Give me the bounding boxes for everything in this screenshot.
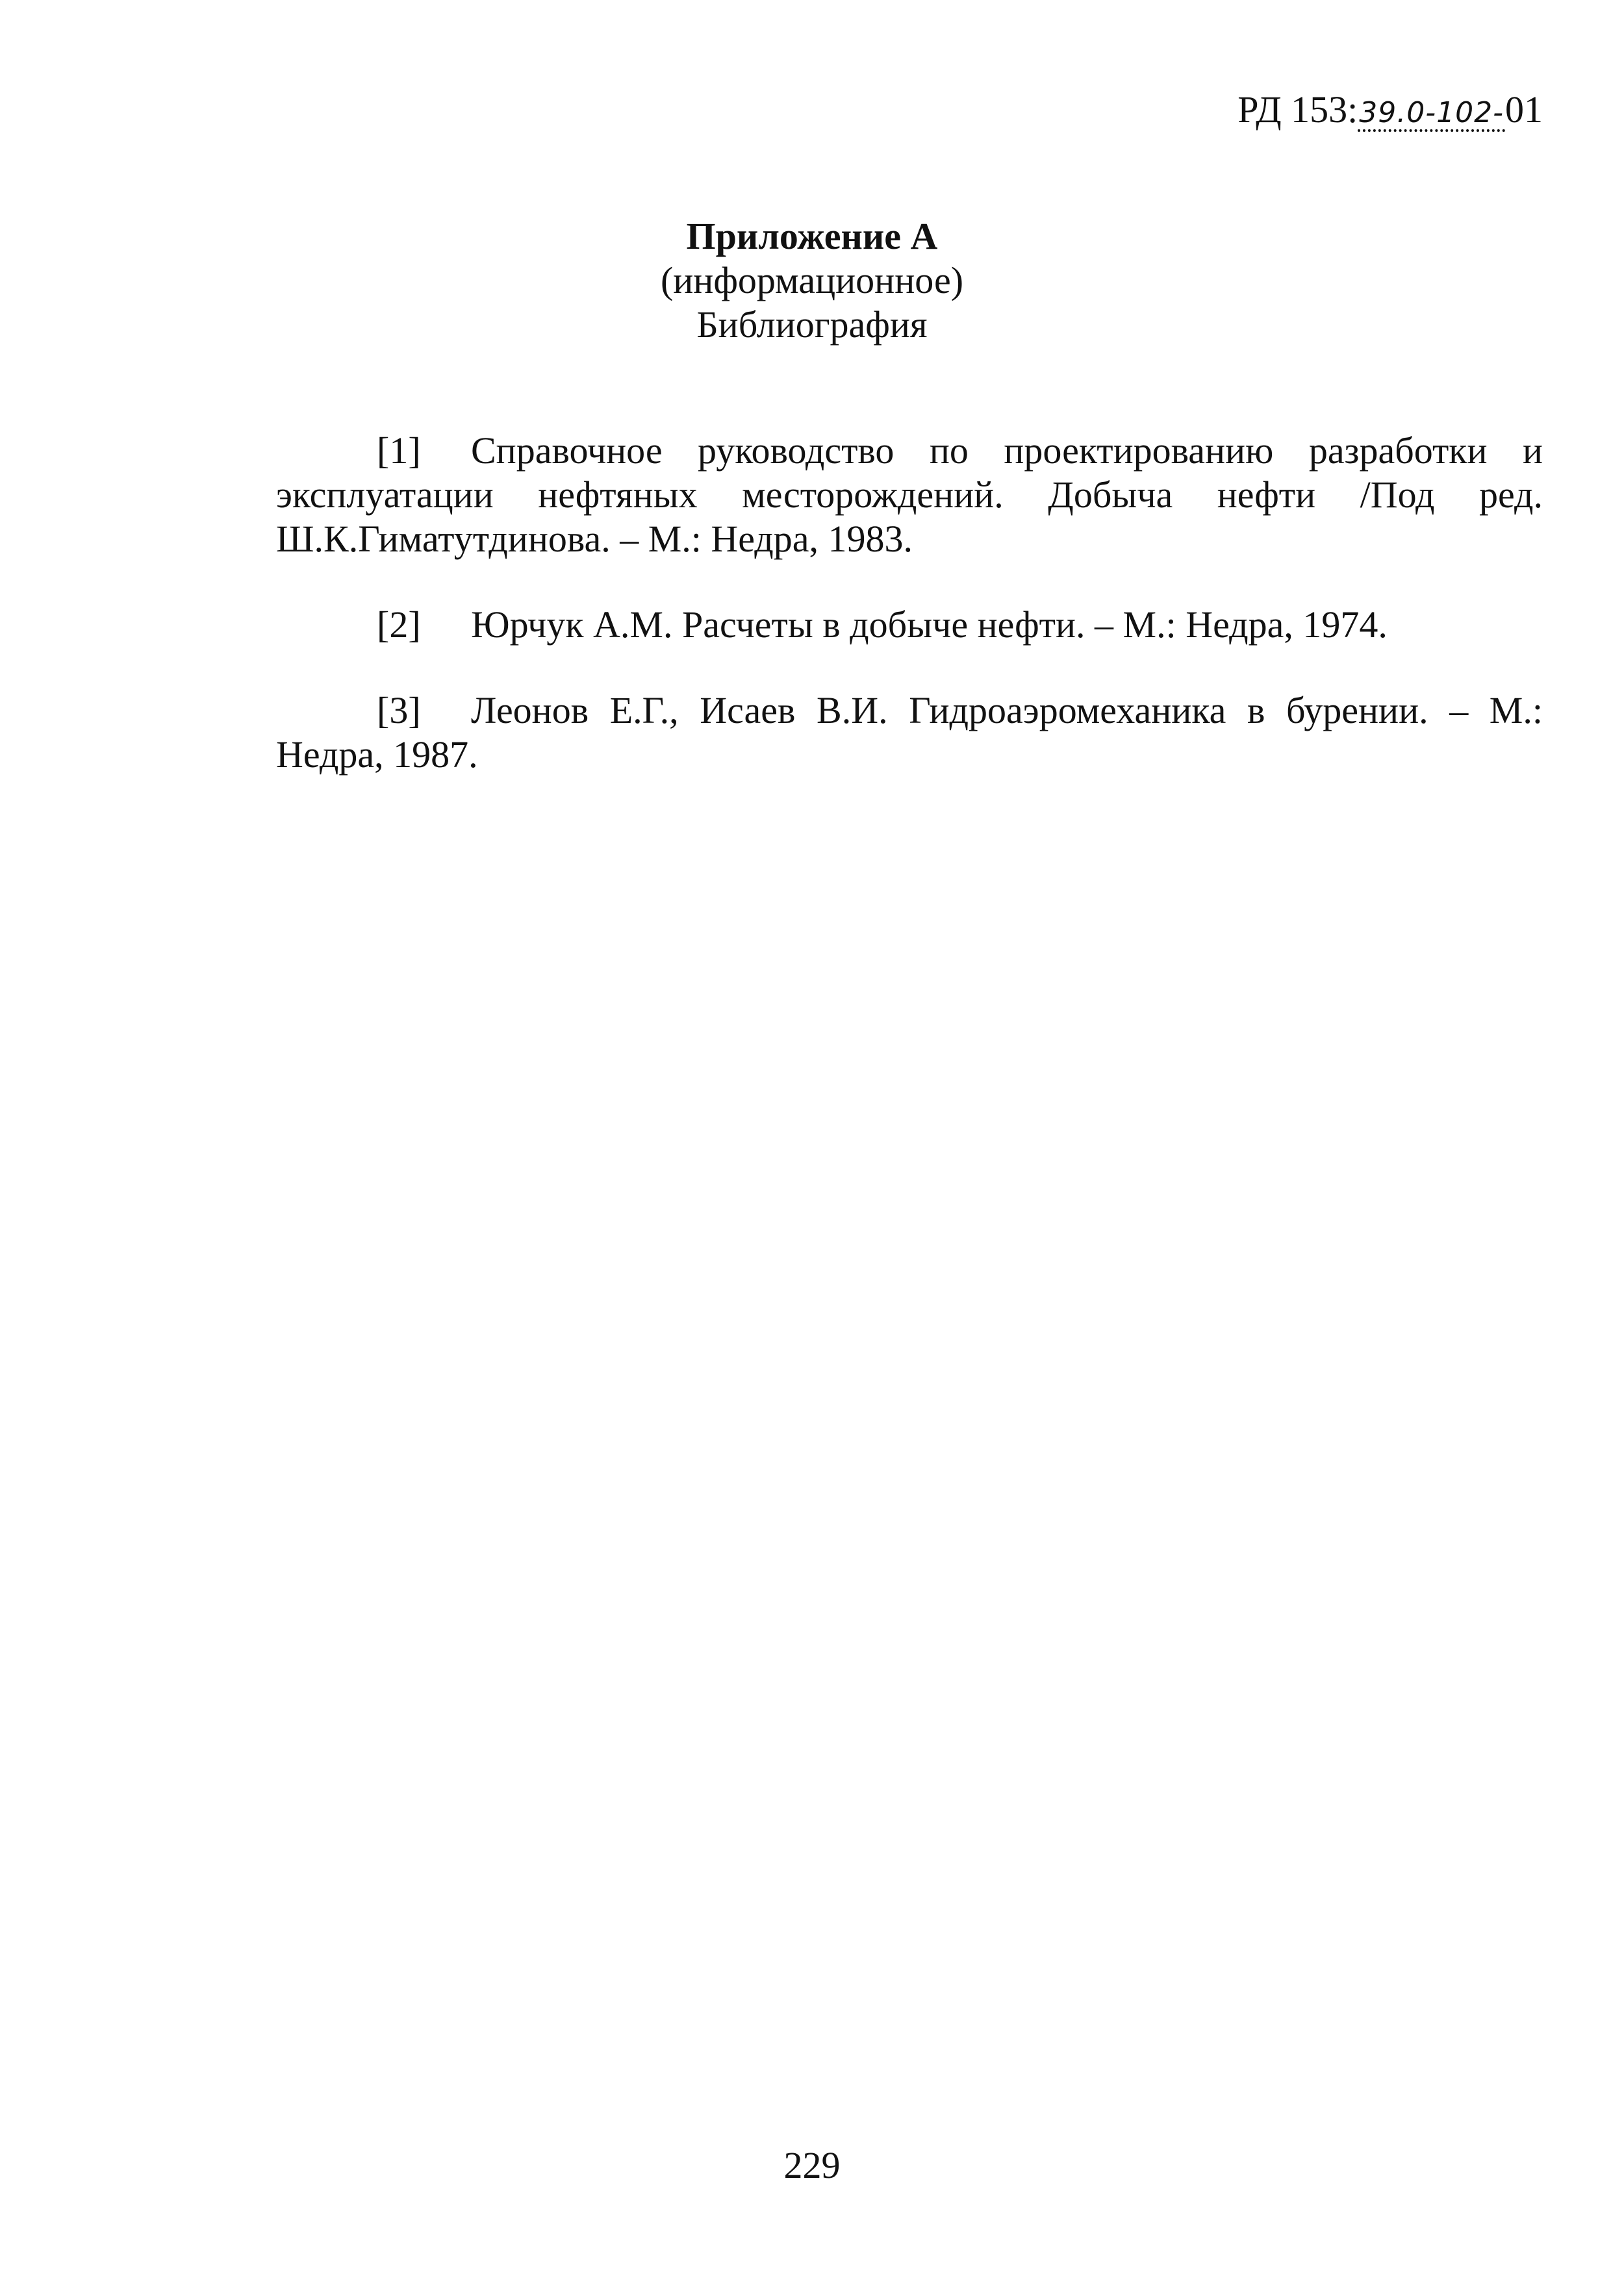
document-code-handwritten: 39.0-102- — [1358, 96, 1505, 132]
bibliography-entry-number: [3] — [377, 689, 421, 731]
document-code-prefix: РД 153: — [1237, 88, 1358, 131]
bibliography-entry-text: Справочное руководство по проектированию разработки и эксплуатации нефтяных месторождений. Добыча нефти /Под ред. Ш.К.Гиматутдинова. – М.: Недра, 1983. — [276, 429, 1543, 560]
appendix-subtitle: (информационное) — [660, 259, 964, 301]
page-number: 229 — [783, 2144, 841, 2186]
document-code-suffix: 01 — [1505, 88, 1543, 131]
bibliography-entry — [276, 603, 1543, 647]
bibliography-list — [276, 429, 1543, 818]
bibliography-entry — [276, 429, 1543, 561]
bibliography-entry-number: [2] — [377, 603, 421, 646]
appendix-title: Приложение А — [686, 215, 938, 257]
appendix-heading — [0, 214, 1624, 347]
bibliography-entry-number: [1] — [377, 429, 421, 472]
bibliography-entry-text: Юрчук А.М. Расчеты в добыче нефти. – М.: Недра, 1974. — [471, 603, 1388, 646]
bibliography-heading: Библиография — [696, 303, 928, 346]
document-code — [1237, 88, 1543, 131]
bibliography-entry — [276, 689, 1543, 777]
bibliography-entry-text: Леонов Е.Г., Исаев В.И. Гидроаэромеханика в бурении. – М.: Недра, 1987. — [276, 689, 1543, 776]
